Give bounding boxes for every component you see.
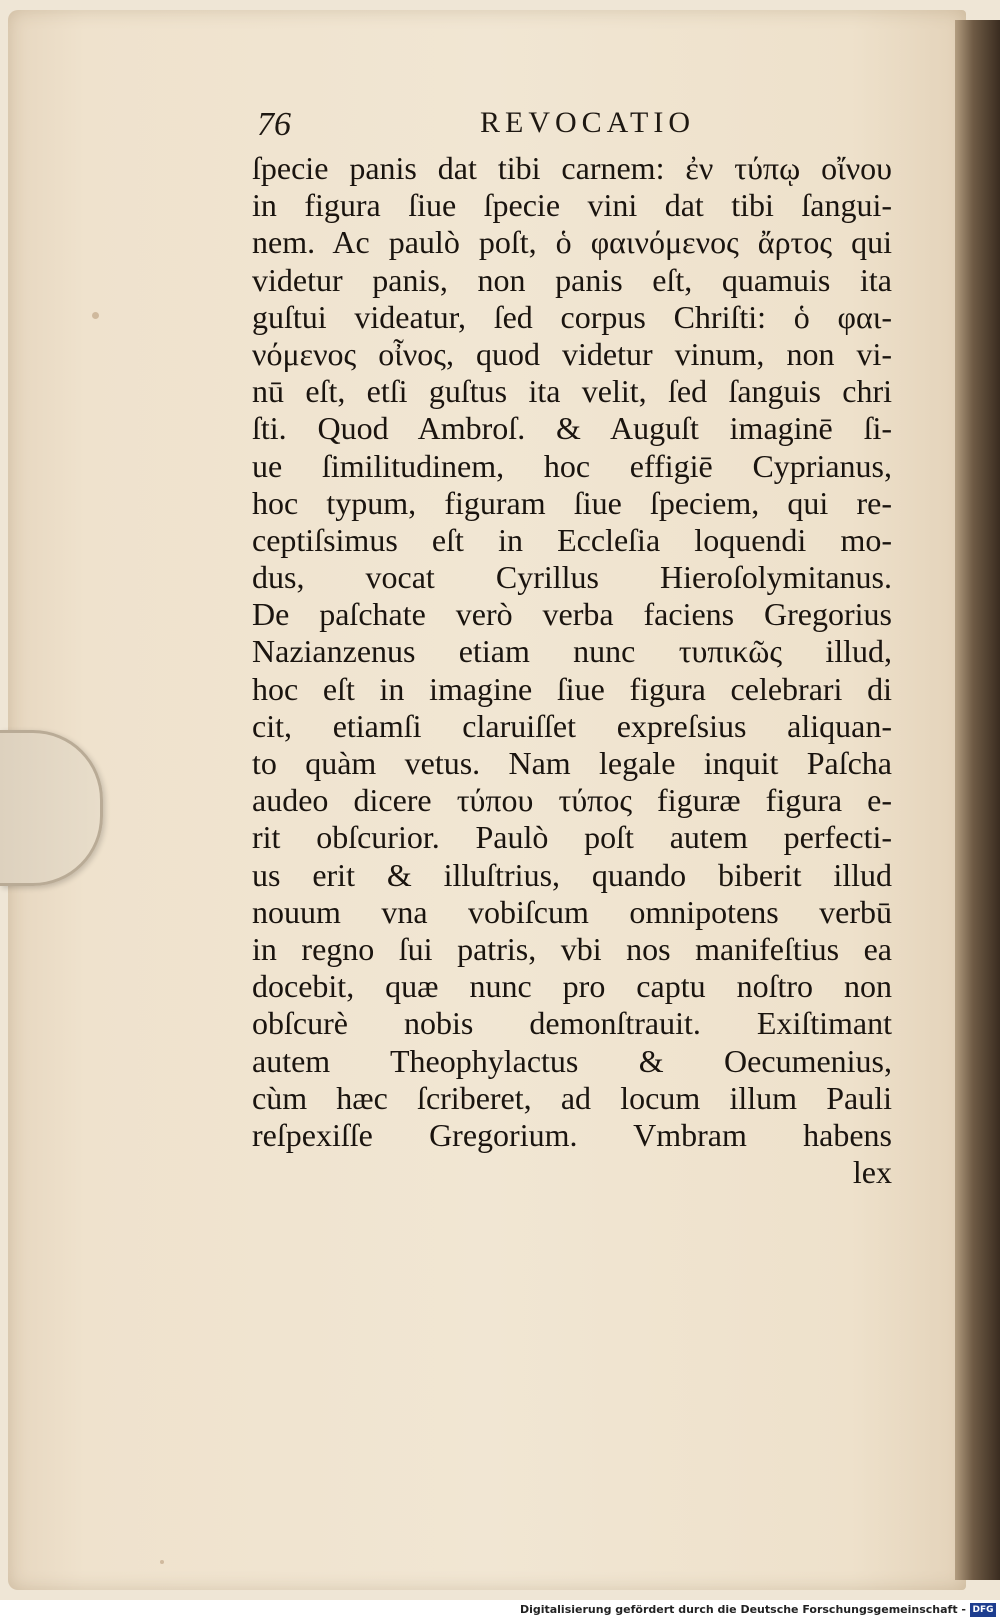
text-line: in figura ſiue ſpecie vini dat tibi ſangui-: [252, 187, 892, 224]
paper-stain: [160, 1560, 164, 1564]
text-line: obſcurè nobis demonſtrauit. Exiſtimant: [252, 1005, 892, 1042]
paper-stain: [92, 312, 99, 319]
text-line: cit, etiamſi claruiſſet expreſsius aliquan-: [252, 707, 892, 744]
text-line: hoc typum, figuram ſiue ſpeciem, qui re-: [252, 484, 892, 521]
text-line: De paſchate verò verba faciens Gregorius: [252, 596, 892, 633]
footer-credit: Digitalisierung gefördert durch die Deutsche Forschungsgemeinschaft -: [519, 1603, 966, 1616]
text-line: ue ſimilitudinem, hoc effigiē Cyprianus,: [252, 447, 892, 484]
text-line: ſpecie panis dat tibi carnem: ἐν τύπῳ οἴνου: [252, 150, 892, 186]
text-line: rit obſcurior. Paulò poſt autem perfecti-: [252, 819, 892, 856]
text-line: dus, vocat Cyrillus Hieroſolymitanus.: [252, 559, 892, 596]
text-line: νόμενος οἶνος, quod videtur vinum, non vi-: [252, 335, 892, 372]
text-line: audeo dicere τύπου τύπος figuræ figura e-: [252, 782, 892, 819]
running-head: REVOCATIO: [480, 106, 695, 139]
text-line: guſtui videatur, ſed corpus Chriſti: ὁ φαι-: [252, 298, 892, 335]
catchword: lex: [852, 1154, 892, 1191]
body-text: [252, 150, 892, 1191]
text-line: cùm hæc ſcriberet, ad locum illum Pauli: [252, 1079, 892, 1116]
text-line: nem. Ac paulò poſt, ὁ φαινόμενος ἄρτος qui: [252, 224, 892, 261]
page-header: [255, 100, 895, 150]
text-line: hoc eſt in imagine ſiue figura celebrari di: [252, 670, 892, 707]
text-line: to quàm vetus. Nam legale inquit Paſcha: [252, 745, 892, 781]
text-line: in regno ſui patris, vbi nos manifeſtius ea: [252, 930, 892, 967]
page-number: 76: [257, 106, 291, 143]
text-line: ſti. Quod Ambroſ. & Auguſt imaginē ſi-: [252, 410, 892, 447]
text-line: nouum vna vobiſcum omnipotens verbū: [252, 893, 892, 930]
text-line: videtur panis, non panis eſt, quamuis ita: [252, 261, 892, 298]
text-line: docebit, quæ nunc pro captu noſtro non: [252, 968, 892, 1005]
text-line: reſpexiſſe Gregorium. Vmbram habens: [252, 1116, 892, 1153]
text-line: autem Theophylactus & Oecumenius,: [252, 1042, 892, 1079]
digitization-footer: [0, 1600, 1000, 1623]
text-line: ceptiſsimus eſt in Eccleſia loquendi mo-: [252, 521, 892, 558]
facing-page-edge: [955, 20, 1000, 1580]
dfg-logo-icon: DFG: [970, 1603, 996, 1617]
text-line: Nazianzenus etiam nunc τυπικῶς illud,: [252, 633, 892, 670]
text-line: us erit & illuſtrius, quando biberit illud: [252, 856, 892, 893]
text-line: nū eſt, etſi guſtus ita velit, ſed ſanguis chri: [252, 373, 892, 410]
